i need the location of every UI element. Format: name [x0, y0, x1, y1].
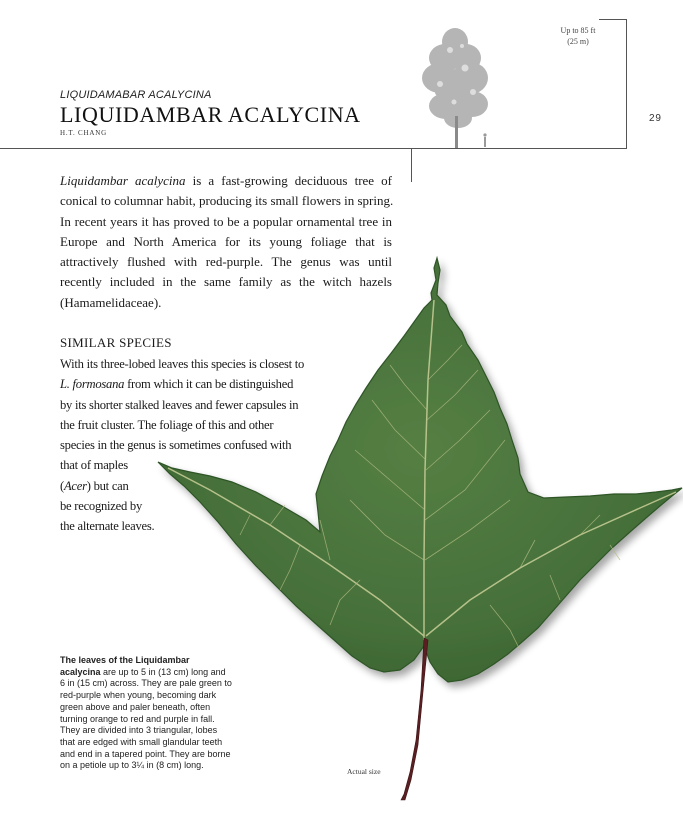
intro-line: (Hamamelidaceae). [60, 294, 162, 310]
author-attribution: H.T. CHANG [60, 129, 107, 137]
caption-line: red-purple when young, becoming dark [60, 690, 217, 701]
similar-line: L. formosana from which it can be distinguished [60, 377, 294, 392]
intro-line: In recent years it has proved to be a popular ornamental tree in [60, 213, 392, 229]
similar-line: species in the genus is sometimes confused with [60, 438, 292, 453]
caption-line: 6 in (15 cm) across. They are pale green to [60, 678, 232, 689]
similar-species-paragraph [60, 354, 304, 537]
similar-line: With its three-lobed leaves this species is closest to [60, 357, 305, 371]
similar-line: the alternate leaves. [60, 519, 155, 534]
actual-size-label: Actual size [347, 767, 381, 776]
text-column-divider [411, 148, 412, 182]
intro-line: attractively flushed with red-purple. The genus was until [60, 254, 392, 270]
header-right-rule [626, 19, 627, 149]
similar-species-heading: SIMILAR SPECIES [60, 335, 172, 350]
caption-line: on a petiole up to 3¼ in (8 cm) long. [60, 760, 204, 771]
header-bottom-rule [0, 148, 627, 149]
caption-line: They are divided into 3 triangular, lobes [60, 725, 218, 736]
page-number: 29 [649, 113, 662, 124]
caption-line: acalycina are up to 5 in (13 cm) long and [60, 666, 226, 677]
intro-line: Liquidambar acalycina is a fast-growing deciduous tree of [60, 173, 392, 188]
height-label: Up to 85 ft (25 m) [560, 26, 596, 46]
caption-line: turning orange to red and purple in fall. [60, 713, 215, 724]
caption-line: and end in a tapered point. They are borne [60, 748, 231, 759]
latin-name: LIQUIDAMABAR ACALYCINA [60, 89, 212, 101]
similar-line: the fruit cluster. The foliage of this and other [60, 417, 274, 432]
leaf-caption [60, 655, 232, 772]
intro-line: recently included in the same family as the witch hazels [60, 274, 392, 290]
intro-line: Europe and North America for its young foliage that is [60, 233, 392, 249]
similar-line: (Acer) but can [60, 478, 129, 493]
caption-line: green above and paler beneath, often [60, 701, 211, 712]
intro-paragraph [60, 171, 392, 313]
tree-silhouette [410, 22, 500, 150]
caption-line: The leaves of the Liquidambar [60, 655, 190, 665]
page-title: LIQUIDAMBAR ACALYCINA [60, 102, 361, 127]
similar-line: by its shorter stalked leaves and fewer capsules in [60, 397, 299, 412]
similar-line: that of maples [60, 458, 128, 473]
header-top-rule [599, 19, 627, 20]
similar-line: be recognized by [60, 499, 143, 514]
intro-line: conical to columnar habit, producing its small flowers in spring. [60, 193, 394, 209]
caption-line: that are edged with small glandular teeth [60, 736, 223, 747]
